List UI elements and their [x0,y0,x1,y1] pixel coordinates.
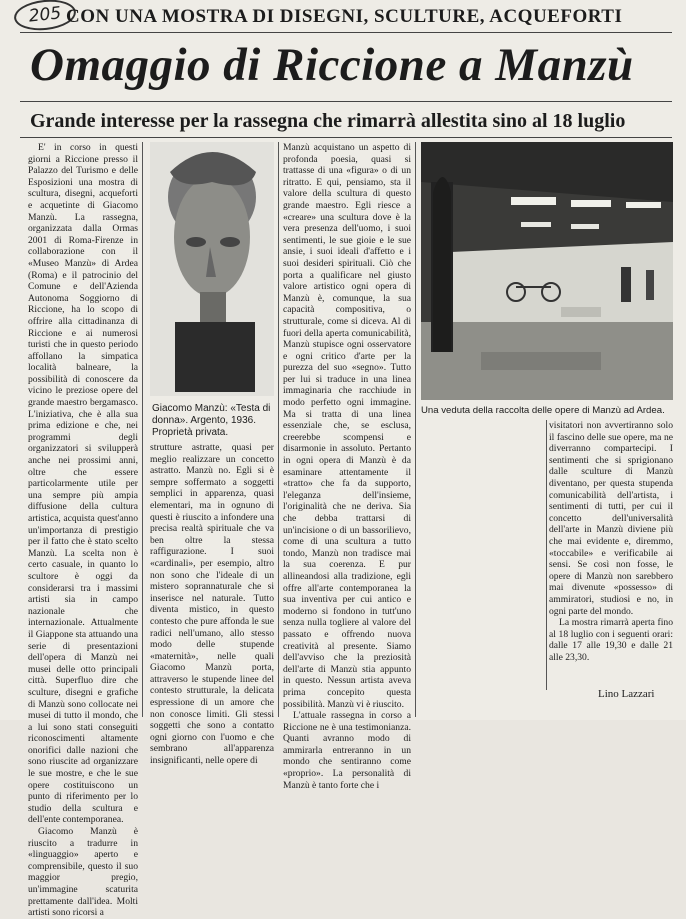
paragraph: La mostra rimarrà aperta fino al 18 luglio con i seguenti orari: dalle 17 alle 19,30 e dalle 21 alle 23,30. [549,617,673,663]
column-4 [549,420,673,692]
column-1 [28,142,138,919]
paragraph: Manzù acquistano un aspetto di profonda poesia, quasi si trattasse di una «figura» o di un ritratto. E qui, pensiamo, sta il valore della scultura di questo grande maestro. Egli riesce a «creare» una scultura dove è la vera presenza dell'uomo, i suoi sentimenti, le sue gioie e le sue ansie, i suoi ideali d'affetto e i suoi desideri spirituali. Ciò che porta a qualificare nel giusto valore artistico ogni opera di Manzù è, comunque, la sua capacità compositiva, o strutturale, come si diceva. Al di fuori della aperta comunicabilità, Manzù stupisce ogni osservatore e ogni critico d'arte per la purezza del suo «segno». Tutto per lui si traduce in una linea immaginaria che racchiude in modo perfetto ogni immagine. Ma si tratta di una linea essenziale che, se esclusa, creerebbe scompensi e disarmonie in assoluto. Pertanto in ogni opera di Manzù è da esaminare attentamente il «tratto» che fa da supporto, l'eleganza dell'insieme, l'originalità che ne deriva. Sia che debba trattarsi di un'incisione o di un bassorilievo, come di una scultura a tutto tondo, Manzù non tradisce mai la sua coerenza. E pur allineandosi alla tradizione, egli offre all'arte contemporanea la sua inventiva per cui antico e moderno si fondono in tutt'uno senza nulla togliere al valore del passato e offrendo nuova creatività al presente. Siamo dell'avviso che la preziosità dell'arte di Manzù stia appunto in questo. Nessun artista aveva prima concepito questa possibilità. Manzù vi è riuscito. [283,142,411,710]
paragraph: L'attuale rassegna in corso a Riccione ne è una testimonianza. Quanti avranno modo di ammirarla entreranno in un mondo che sentiranno come «proprio». La personalità di Manzù è tanto forte che i [283,710,411,791]
title-rule [20,101,672,102]
archive-number-stamp: 205 [13,0,78,33]
column-3 [283,142,411,791]
gallery-interior-image [421,142,673,400]
gallery-photo [421,142,673,400]
bust-photo [150,142,274,396]
column-divider [415,142,416,717]
column-divider [142,142,143,717]
top-rule [20,32,672,33]
column-2 [150,442,274,767]
kicker-headline: CON UNA MOSTRA DI DISEGNI, SCULTURE, ACQUEFORTI [66,6,623,27]
bust-caption: Giacomo Manzù: «Testa di donna». Argento, 1936. Proprietà privata. [152,403,271,438]
article-title: Omaggio di Riccione a Manzù [30,39,634,91]
column-divider [278,142,279,717]
paragraph: Giacomo Manzù è riuscito a tradurre in «linguaggio» aperto e comprensibile, questo il suo maggior pregio, un'immagine scaturita prettamente dall'idea. Molti artisti sono ricorsi a [28,826,138,919]
author-signature: Lino Lazzari [598,688,655,700]
paragraph: strutture astratte, quasi per meglio realizzare un concetto astratto. Manzù no. Egli si è sempre soffermato a soggetti semplici in apparenza, quasi elementari, ma in ognuno di questi è riuscito a infondere una precisa realtà spirituale che va ben oltre la stessa raffigurazione. I suoi «cardinali», per esempio, altro non sono che l'ideale di un mistero soprannaturale che si inserisce nel naturale. Tutto diventa mistico, in questo contesto che pure affonda le sue radici nell'umano, allo stesso modo delle stupende «maternità», nelle quali Giacomo Manzù porta, attraverso le stupende linee del contesto strutturale, la delicata espressione di un amore che non conosce limiti. Gli stessi soggetti che sono a contatto ogni giorno con l'uomo e che sembrano all'apparenza insignificanti, nelle opere di [150,442,274,767]
article-subtitle: Grande interesse per la rassegna che rimarrà allestita sino al 18 luglio [30,110,626,132]
paragraph: visitatori non avvertiranno solo il fascino delle sue opere, ma ne diverranno compartecipi. I sentimenti che si sprigionano dalle sculture di Manzù diventano, per questa stupenda comunicabilità dell'artista, i sentimenti di tutti, per cui il concetto dell'universalità dell'arte in Manzù diviene più che mai evidente e, diremmo, «toccabile» e verificabile ai sensi. Se così non fosse, le opere di Manzù non sarebbero mai divenute «possesso» di ammiratori, studiosi e no, in ogni parte del mondo. [549,420,673,617]
subtitle-rule [20,137,672,138]
gallery-caption: Una veduta della raccolta delle opere di Manzù ad Ardea. [421,405,665,416]
column-divider [546,420,547,690]
paragraph: E' in corso in questi giorni a Riccione presso il Palazzo del Turismo e delle Esposizioni una mostra di scultura, disegni, acqueforti e acquetinte di Giacomo Manzù. La rassegna, organizzata dalla Ormas 2001 di Roma-Firenze in collaborazione con il «Museo Manzù» di Ardea (Roma) e il patrocinio del Comune e dell'Azienda Autonoma Soggiorno di Riccione, ha lo scopo di offrire alla cittadinanza di Riccione e ai numerosi turisti che in questo periodo affollano la simpatica località balneare, la possibilità di conoscere da vicino le preziose opere del grande maestro bergamasco. L'iniziativa, che è alla sua prima edizione e che, nei programmi degli organizzatori si svilupperà anche nei prossimi anni, oltre che essere particolarmente utile per una sempre più ampia diffusione della cultura artistica, acquista quest'anno un'importanza di prestigio per il fatto che è stato scelto Manzù. La scelta non è certo casuale, in quanto lo scultore è oggi da considerarsi tra i massimi artisti sia in campo nazionale che internazionale. Attualmente il Giappone sta attuando una serie di presentazioni dell'opera di Manzù nei musei delle otto principali città. Superfluo dire che sculture, disegni e grafiche di Manzù sono collocate nei musei di tutto il mondo, che a lui sono stati conseguiti riconoscimenti altamente onorifici dalle nazioni che sono riuscite ad organizzare le sue mostre, e che le sue opere costituiscono un punto di riferimento per lo studio della scultura e dell'ente contemporanea. [28,142,138,826]
bust-sculpture-image [150,142,274,396]
